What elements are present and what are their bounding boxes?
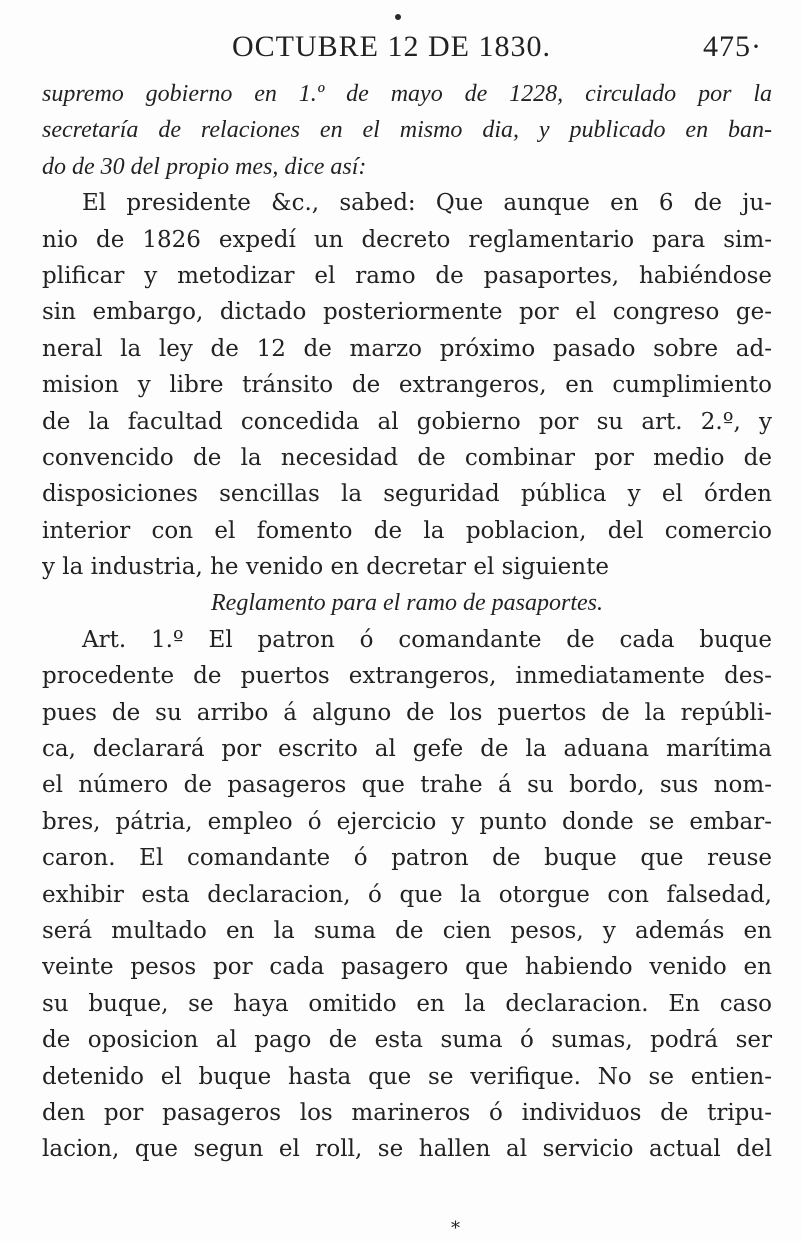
article-line: caron. El comandante ó patron de buque que reuse <box>42 845 772 872</box>
decree-line: mision y libre tránsito de extrangeros, en cumplimiento <box>42 372 772 399</box>
intro-line: secretaría de relaciones en el mismo dia, y publicado en ban- <box>42 117 772 144</box>
decree-line: de la facultad concedida al gobierno por su art. 2.º, y <box>42 408 772 435</box>
decree-line: sin embargo, dictado posteriormente por el congreso ge- <box>42 299 772 326</box>
article-line: detenido el buque hasta que se verifique. No se entien- <box>42 1063 772 1090</box>
article-line: de oposicion al pago de esta suma ó sumas, podrá ser <box>42 1027 772 1054</box>
decree-line: nio de 1826 expedí un decreto reglamentario para sim- <box>42 226 772 253</box>
article-line: será multado en la suma de cien pesos, y además en <box>42 917 772 944</box>
intro-line: do de 30 del propio mes, dice así: <box>42 153 367 180</box>
article-line: bres, pátria, empleo ó ejercicio y punto donde se embar- <box>42 808 772 835</box>
page-header <box>232 30 762 70</box>
decree-line: disposiciones sencillas la seguridad pública y el órden <box>42 481 772 508</box>
article-line: pues de su arribo á alguno de los puertos de la repúbli- <box>42 699 772 726</box>
article-line: Art. 1.º El patron ó comandante de cada buque <box>82 626 772 653</box>
decree-line: neral la ley de 12 de marzo próximo pasado sobre ad- <box>42 335 772 362</box>
decree-line: plificar y metodizar el ramo de pasaportes, habiéndose <box>42 262 772 289</box>
page-number: 475· <box>703 30 762 63</box>
footer-asterisk: * <box>451 1218 460 1239</box>
article-line: su buque, se haya omitido en la declaracion. En caso <box>42 990 772 1017</box>
intro-line: supremo gobierno en 1.º de mayo de 1228, circulado por la <box>42 81 772 107</box>
decree-line: interior con el fomento de la poblacion, del comercio <box>42 517 772 544</box>
decree-line: convencido de la necesidad de combinar por medio de <box>42 444 772 471</box>
section-title: Reglamento para el ramo de pasaportes. <box>211 590 603 617</box>
article-line: exhibir esta declaracion, ó que la otorgue con falsedad, <box>42 881 772 908</box>
article-line: veinte pesos por cada pasagero que habiendo venido en <box>42 954 772 981</box>
article-line: el número de pasageros que trahe á su bordo, sus nom- <box>42 772 772 799</box>
ink-dot <box>395 14 401 20</box>
article-line: den por pasageros los marineros ó individuos de tripu- <box>42 1099 772 1126</box>
running-head: OCTUBRE 12 DE 1830. <box>232 30 551 63</box>
article-line: ca, declarará por escrito al gefe de la aduana marítima <box>42 736 772 763</box>
article-line: lacion, que segun el roll, se hallen al servicio actual del <box>42 1136 772 1163</box>
article-line: procedente de puertos extrangeros, inmediatamente des- <box>42 663 772 690</box>
body-text <box>42 76 772 1168</box>
decree-line: y la industria, he venido en decretar el siguiente <box>42 554 609 581</box>
decree-line: El presidente &c., sabed: Que aunque en 6 de ju- <box>82 190 772 217</box>
